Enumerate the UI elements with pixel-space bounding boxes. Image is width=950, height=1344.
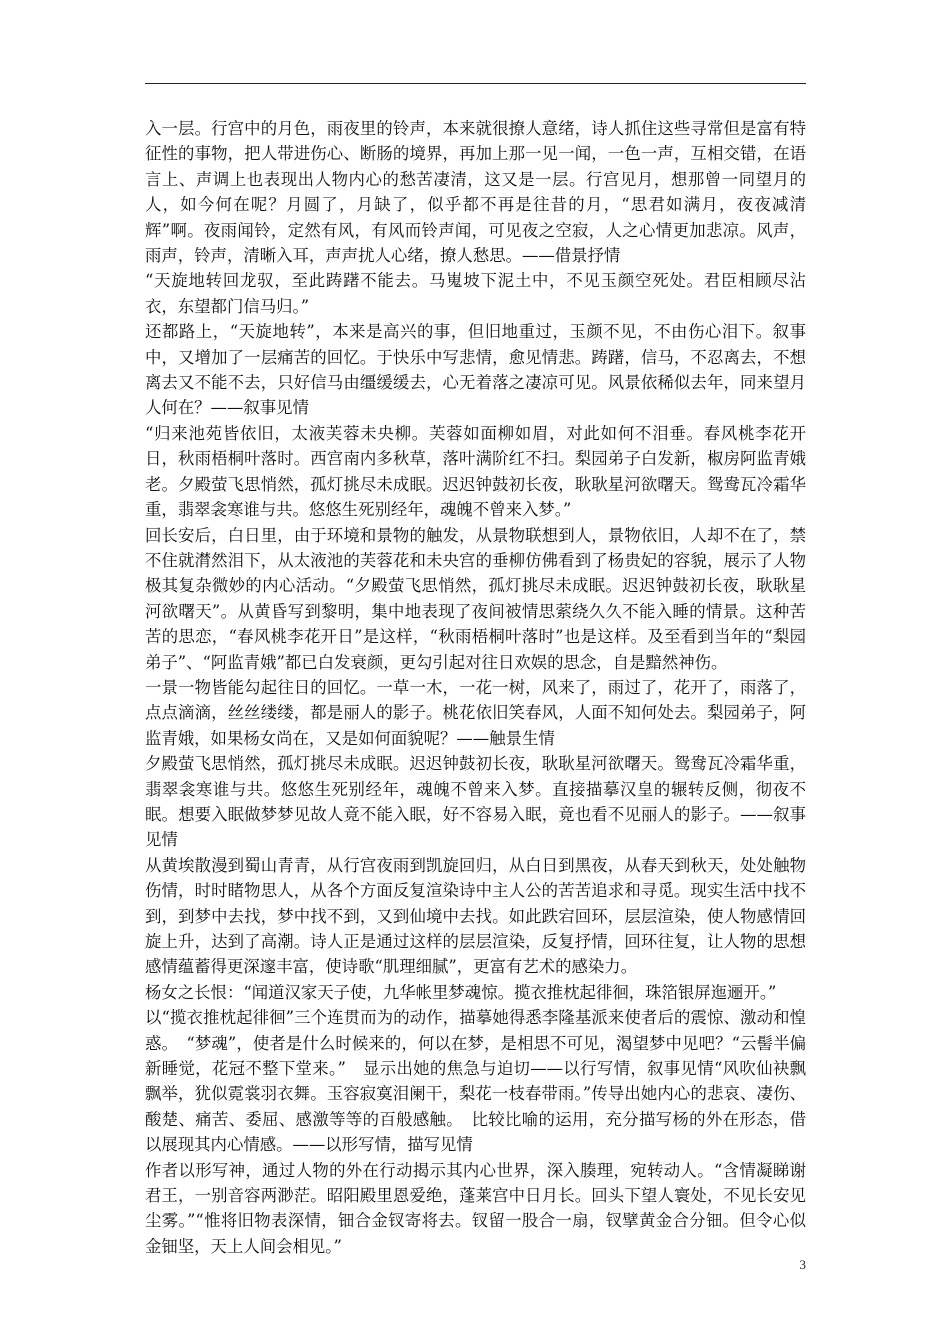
poem-quote: “天旋地转回龙驭，至此踌躇不能去。马嵬坡下泥土中，不见玉颜空死处。君臣相顾尽沾衣，东望都门信马归。” [145,271,806,316]
paragraph: 从黄埃散漫到蜀山青青，从行宫夜雨到凯旋回归，从白日到黑夜，从春天到秋天，处处触物伤情，时时睹物思人，从各个方面反复渲染诗中主人公的苦苦追求和寻觅。现实生活中找不到，到梦中去找，梦中找不到，又到仙境中去找。如此跌宕回环，层层渲染，使人物感情回旋上升，达到了高潮。诗人正是通过这样的层层渲染，反复抒情，回环往复，让人物的思想感情蕴蓄得更深邃丰富，使诗歌“肌理细腻”，更富有艺术的感染力。 [145,855,806,977]
poem-quote: “归来池苑皆依旧，太液芙蓉未央柳。芙蓉如面柳如眉，对此如何不泪垂。春风桃李花开日，秋雨梧桐叶落时。西宫南内多秋草，落叶满阶红不扫。梨园弟子白发新，椒房阿监青娥老。夕殿萤飞思悄然，孤灯挑尽未成眠。迟迟钟鼓初长夜，耿耿星河欲曙天。鸳鸯瓦冷霜华重，翡翠衾寒谁与共。悠悠生死别经年，魂魄不曾来入梦。” [145,423,806,520]
poem-quote: 杨女之长恨：“闻道汉家天子使，九华帐里梦魂惊。揽衣推枕起徘徊，珠箔银屏迤逦开。” [145,982,777,1002]
paragraph: 回长安后，白日里，由于环境和景物的触发，从景物联想到人，景物依旧，人却不在了，禁不住就潸然泪下，从太液池的芙蓉花和未央宫的垂柳仿佛看到了杨贵妃的容貌，展示了人物极其复杂微妙的内心活动。“夕殿萤飞思悄然，孤灯挑尽未成眠。迟迟钟鼓初长夜，耿耿星河欲曙天”。从黄昏写到黎明，集中地表现了夜间被情思萦绕久久不能入睡的情景。这种苦苦的思恋，“春风桃李花开日”是这样，“秋雨梧桐叶落时”也是这样。及至看到当年的“梨园弟子”、“阿监青娥”都已白发衰颜，更勾引起对往日欢娱的思念，自是黯然神伤。 [145,525,806,672]
page-number: 3 [799,1257,806,1272]
paragraph: 入一层。行宫中的月色，雨夜里的铃声，本来就很撩人意绪，诗人抓住这些寻常但是富有特征性的事物，把人带进伤心、断肠的境界，再加上那一见一闻，一色一声，互相交错，在语言上、声调上也表现出人物内心的愁苦凄清，这又是一层。行宫见月，想那曾一同望月的人，如今何在呢？月圆了，月缺了，似乎都不再是往昔的月，“思君如满月，夜夜减清辉”啊。夜雨闻铃，定然有风，有风而铃声闻，可见夜之空寂，人之心情更加悲凉。风声，雨声，铃声，清晰入耳，声声扰人心绪，撩人愁思。——借景抒情 [145,119,806,266]
paragraph: 还都路上，“天旋地转”，本来是高兴的事，但旧地重过，玉颜不见，不由伤心泪下。叙事中，又增加了一层痛苦的回忆。于快乐中写悲情，愈见情悲。踌躇，信马，不忍离去，不想离去又不能不去，只好信马由缰缓缓去，心无着落之凄凉可见。风景依稀似去年，同来望月人何在？——叙事见情 [145,322,806,418]
paragraph: 以“揽衣推枕起徘徊”三个连贯而为的动作，描摹她得悉李隆基派来使者后的震惊、激动和惶惑。 “梦魂”，使者是什么时候来的，何以在梦，是相思不可见，渴望梦中见吧？“云髻半偏新睡觉，花冠不整下堂来。” 显示出她的焦急与迫切——以行写情，叙事见情“风吹仙袂飘飘举，犹似霓裳羽衣舞。玉容寂寞泪阑干，梨花一枝春带雨。”传导出她内心的悲哀、凄伤、酸楚、痛苦、委屈、感激等等的百般感触。 比较比喻的运用，充分描写杨的外在形态，借以展现其内心情感。——以形写情，描写见情 [145,1008,806,1155]
paragraph: 夕殿萤飞思悄然，孤灯挑尽未成眠。迟迟钟鼓初长夜，耿耿星河欲曙天。鸳鸯瓦冷霜华重，翡翠衾寒谁与共。悠悠生死别经年，魂魄不曾来入梦。直接描摹汉皇的辗转反侧，彻夜不眠。想要入眠做梦梦见故人竟不能入眠，好不容易入眠，竟也看不见丽人的影子。——叙事见情 [145,754,806,850]
paragraph: 作者以形写神，通过人物的外在行动揭示其内心世界，深入腠理，宛转动人。“含情凝睇谢君王，一别音容两渺茫。昭阳殿里恩爱绝，蓬莱宫中日月长。回头下望人寰处，不见长安见尘雾。”“惟将旧物表深情，钿合金钗寄将去。钗留一股合一扇，钗擘黄金合分钿。但令心似金钿坚，天上人间会相见。” [145,1160,806,1256]
paragraph: 一景一物皆能勾起往日的回忆。一草一木，一花一树，风来了，雨过了，花开了，雨落了，点点滴滴，丝丝缕缕，都是丽人的影子。桃花依旧笑春风，人面不知何处去。梨园弟子，阿监青娥，如果杨女尚在，又是如何面貌呢？——触景生情 [145,677,806,748]
header-rule [145,83,806,84]
body-text [145,116,806,1259]
